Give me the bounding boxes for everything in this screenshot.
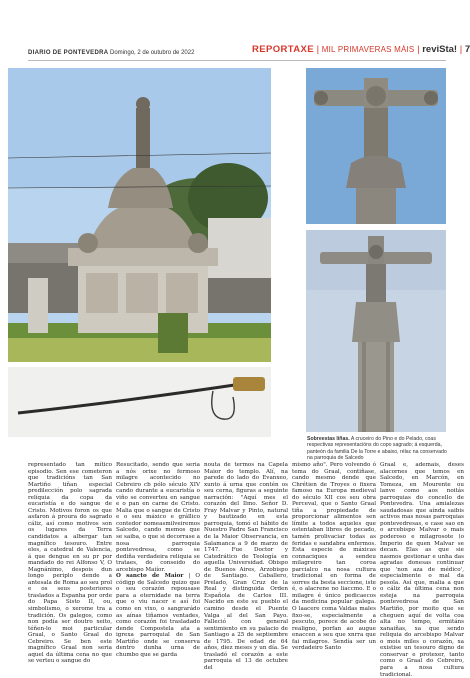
divider-bar: |	[316, 44, 322, 55]
header-left	[28, 50, 194, 56]
divider-bar: |	[459, 44, 465, 55]
publication-date: Domingo, 2 de outubro de 2022	[110, 50, 195, 56]
column-text: representado tan mítico episodio. Sen ese cometeron que tradicións tan San Martiño tiñan especial predilección polo sagrada relíquia da copa da eucaristía e do sangue de Cristo. Motivos foron os que asfaron á proura do sagrado cáliz, así como motivos son os lugares da Terra candidatos a albergar tan magnífico tesouro. Entre eles, a catedral de Valencia, á que dengue en su pr por mandado do rei Alfonso V, O Magnánimo, despois dun longo periplo dende a antesala de Roma ao seu prol e os seus posteriores traslados a Espanha por orde do Papa Sisto II, ou, simbolismo, o xerome tra a tradición. Os galegos, como non podía ser doutro xeito, téñen-lo moi particular Graal, o Santo Graal do Cebreiro. Se ben este magnífico Graal non seria aquel da última cena no que se verteu o sangue do	[28, 462, 112, 665]
article-column-1	[28, 462, 112, 665]
header-right	[252, 44, 470, 58]
cruceiro-photo-bottom	[306, 230, 446, 432]
page-number: 7	[464, 44, 470, 55]
relic-photo	[8, 367, 271, 437]
subhead: O sancto de Maior	[116, 573, 184, 580]
section-title: REPORTAXE	[252, 44, 315, 55]
column-text: Resucitado, sendo que seria a nós orixe no fermoso milagre acontecido no Cebreiro cb pólo século XIV cando durante a eucaristía o viño se converteu en sangue e o pan en carne de Cristo. Malia que o sangue de Cristo e o seu máxico e grállico contedor nomeasmilveiremos Salcedo, cando memos que se saiba, o que si decorrase a nosa parroquia pontevedresa, como se dediña verdadeira reliquia se trataes, do conseido do arcebispo Maiíor.	[116, 462, 200, 573]
subsection-title: MIL PRIMAVERAS MÁIS	[321, 45, 415, 54]
photo-caption	[307, 436, 447, 462]
article-column-4	[292, 462, 376, 652]
cruceiro-photo-top	[306, 68, 446, 224]
caption-text: A cruceiro do Pino e do Pelado, coas respectivas representacións do copo sagrado; á esquerda, panteón da familia De la Torre e abaixo, rélac na conservado na parroquia de Salcedo	[307, 436, 447, 462]
divider-bar: |	[417, 44, 423, 55]
column-text: Graal e, ademais, deses alacornes que temos en Salcedo, en Marcón, en Tomeza, en Mourente ou lanve como aos noitás parroquias do concello de Pontevedra. Una amialezas saudadosas que aínda saibis activos mas nosas parroquias pontevedresas, e case sao en o arcebispo Malvar o mais poderoso e milagrosote (o Ímperio de quen Malvar se decan. Elas as que sie nasmos gestionar e unha das agradas donesas continuar que 'non aza de médico', especialmente o mal da pesola. Así que, malia a que o cáliz da última cena non esteja na parroquia pontevedresa de San Martiño, por moito que se cheguen aquí de volta coa alta no tempo, ermitáns xanaiñas, xa que sendo reliquia do arcebispo Malvar o mois miles o corazón, xa existise un tesouro digno de conservar e protexer, tanto como o Graal do Cebreiro, para a nosa cultura tradicional.	[380, 462, 464, 678]
column-text: nouta de termos na Capela Maior do templo. Alí, na parede do lado do Evanxeo, xunto á urna que contén os seu cerna, figuras a seguinte narración: "Aquí mes el corazón del Ilmo. Señor D. Fray Malvar y Pinto, natural y bautizado en esta parroquia, tomó el hábito de Nuestro Padre San Francisco de la Maior Observancia, en Salamanca a 9 de marzo de 1747. Fue Doctor y Catedrático de Teología en aquella Universidad. Obispo de Buenos Aires, Arzobispo de Santiago. Caballero, Prelado, Gran Cruz de la Real y distinguida Orden Española de Carlos III. Nacido en este su pueblo el camino desde el Puente Valga al del San Payo. Falleció con general sentimiento en su palacio de Santiago a 25 de septiembre de 1795. De edad de 64 años, diez meses y un día. Se trasladó el corazón a este parroquia el 13 de octubre del	[204, 462, 288, 671]
magazine-name: reviSta!	[422, 44, 458, 55]
article-column-3	[204, 462, 288, 672]
column-text-b: | O códigp de Salcedo quizo que o seu corazón repousase para a eternidade na terra que o viu nacer e así foi como en vixo, o sangrarádo as aínas tiñamos ventades, como corazón foi trasladado dende Compostela ata a igrexa parroquial de San Martiño onde se conserva dentro dunha urna de chumbo que se garda	[116, 573, 201, 658]
column-text: mismo año". Pero volvendo ó tema do Graal, contiñase, cando mesmo dende que Chrétien de Troyes o fixera famoso na Europa medieval do século XII cos seu obra Perceval, que o Santo Graal tiña a propiedade de proporcionar alimentos sen límite a todos aqueles que ostentaban libres de pecado, tamén prolivaciar todas as feridas e sandabra enfermos. Esta especie de máxicas connaciques a sendeu milagreiro tan coroa parcialco na nosa cultura tradicional en forma de sorres da besta seccione, iste é, o alacrene no liaccmo. E o milagre é único pedicaecos da medicina popular galega. O laacere coma Valdas males fixo-se, especialmente a pescuto, porece de acobe do realigno, porfan ao augue enaccen a seu que xnrra que fai milagros. Sendía ser un verdadeiro Santo	[292, 462, 376, 652]
column-text-cont	[116, 573, 200, 658]
article-column-2	[116, 462, 200, 658]
caption-lead: Sobreestas liñas.	[307, 436, 350, 442]
article-column-5	[380, 462, 464, 678]
newspaper-name: DIARIO DE PONTEVEDRA	[28, 50, 109, 56]
header-rule	[28, 60, 446, 61]
pantheon-photo	[8, 68, 271, 362]
